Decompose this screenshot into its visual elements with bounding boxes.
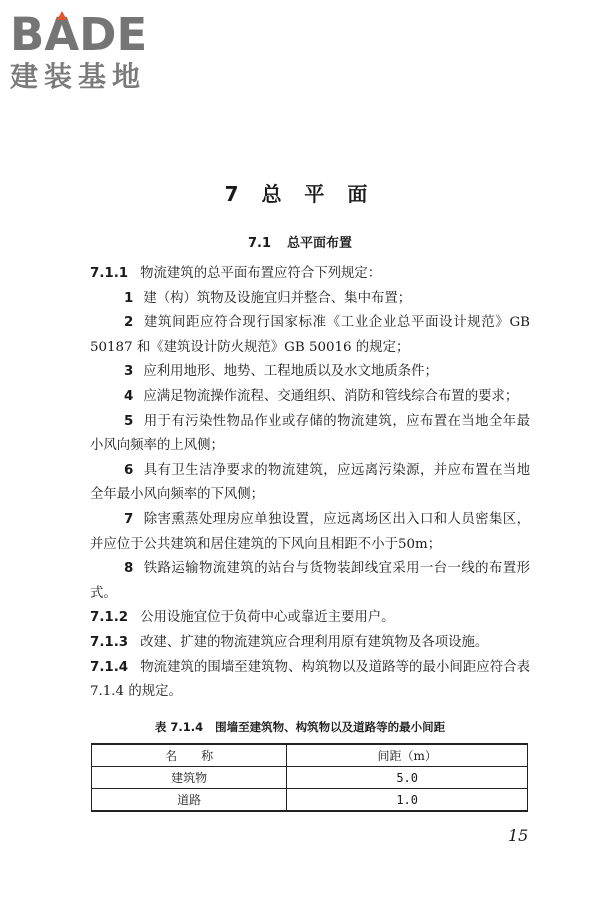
list-item	[90, 459, 530, 508]
item-text: 除害熏蒸处理房应单独设置，应远离场区出入口和人员密集区，并应位于公共建筑和居住建筑的下风向且相距不小于50m；	[90, 511, 530, 552]
item-text: 用于有污染性物品作业或存储的物流建筑，应布置在当地全年最小风向频率的上风侧；	[90, 413, 530, 454]
item-number: 3	[124, 364, 134, 380]
clause-7-1-2	[90, 606, 530, 631]
item-text: 建筑间距应符合现行国家标准《工业企业总平面设计规范》GB 50187 和《建筑设计防火规范》GB 50016 的规定；	[90, 315, 530, 355]
list-item	[90, 287, 530, 312]
column-header-spacing: 间距（m）	[287, 744, 528, 767]
section-title	[0, 232, 600, 251]
table-caption-text: 围墙至建筑物、构筑物以及道路等的最小间距	[215, 720, 446, 734]
clause-text: 改建、扩建的物流建筑应合理利用原有建筑物及各项设施。	[140, 634, 489, 650]
clause-7-1-4	[90, 656, 530, 705]
list-item	[90, 360, 530, 385]
page-number: 15	[508, 826, 529, 845]
logo-accent-a: A	[44, 8, 80, 61]
table-caption	[0, 719, 600, 735]
column-header-name: 名 称	[92, 744, 287, 767]
item-text: 具有卫生洁净要求的物流建筑，应远离污染源，并应布置在当地全年最小风向频率的下风侧；	[90, 462, 530, 503]
table-row	[92, 789, 528, 812]
list-item	[90, 557, 530, 606]
table-cell-spacing: 5.0	[287, 767, 528, 789]
item-number: 8	[124, 561, 134, 577]
item-text: 铁路运输物流建筑的站台与货物装卸线宜采用一台一线的布置形式。	[90, 561, 530, 601]
logo-subtitle: 建装基地	[10, 60, 147, 93]
clause-number: 7.1.4	[90, 659, 129, 675]
table-cell-name: 道路	[92, 789, 287, 812]
item-text: 应满足物流操作流程、交通组织、消防和管线综合布置的要求；	[143, 388, 519, 404]
clause-text: 公用设施宜位于负荷中心或靠近主要用户。	[140, 610, 395, 626]
clause-text: 物流建筑的围墙至建筑物、构筑物以及道路等的最小间距应符合表 7.1.4 的规定。	[90, 659, 530, 700]
item-number: 7	[124, 511, 134, 527]
clause-7-1-3	[90, 631, 530, 656]
table-number: 表 7.1.4	[154, 720, 204, 734]
clause-number: 7.1.3	[90, 634, 129, 650]
item-number: 1	[124, 290, 134, 306]
list-item	[90, 508, 530, 557]
item-number: 5	[124, 413, 134, 429]
chapter-title: 7 总 平 面	[224, 182, 376, 206]
list-item	[90, 385, 530, 410]
section-number: 7.1	[247, 236, 271, 251]
logo-wordmark: BADE	[10, 8, 148, 61]
clause-7-1-1	[90, 262, 530, 287]
item-number: 4	[124, 388, 134, 404]
clause-text: 物流建筑的总平面布置应符合下列规定：	[140, 266, 382, 281]
list-item	[90, 410, 530, 459]
list-item	[90, 311, 530, 360]
item-number: 6	[124, 462, 134, 478]
item-text: 应利用地形、地势、工程地质以及水文地质条件；	[143, 364, 438, 380]
item-text: 建（构）筑物及设施宜归并整合、集中布置；	[143, 290, 412, 306]
clause-number: 7.1.2	[90, 610, 129, 626]
item-number: 2	[124, 315, 134, 331]
section-title-text: 总平面布置	[287, 236, 353, 251]
spacing-table	[91, 743, 528, 812]
clause-number: 7.1.1	[90, 266, 129, 281]
body-text	[90, 262, 530, 705]
table-header-row	[92, 744, 528, 767]
table-cell-name: 建筑物	[92, 767, 287, 789]
table-cell-spacing: 1.0	[287, 789, 528, 812]
table-row	[92, 767, 528, 789]
bade-logo	[10, 10, 147, 94]
